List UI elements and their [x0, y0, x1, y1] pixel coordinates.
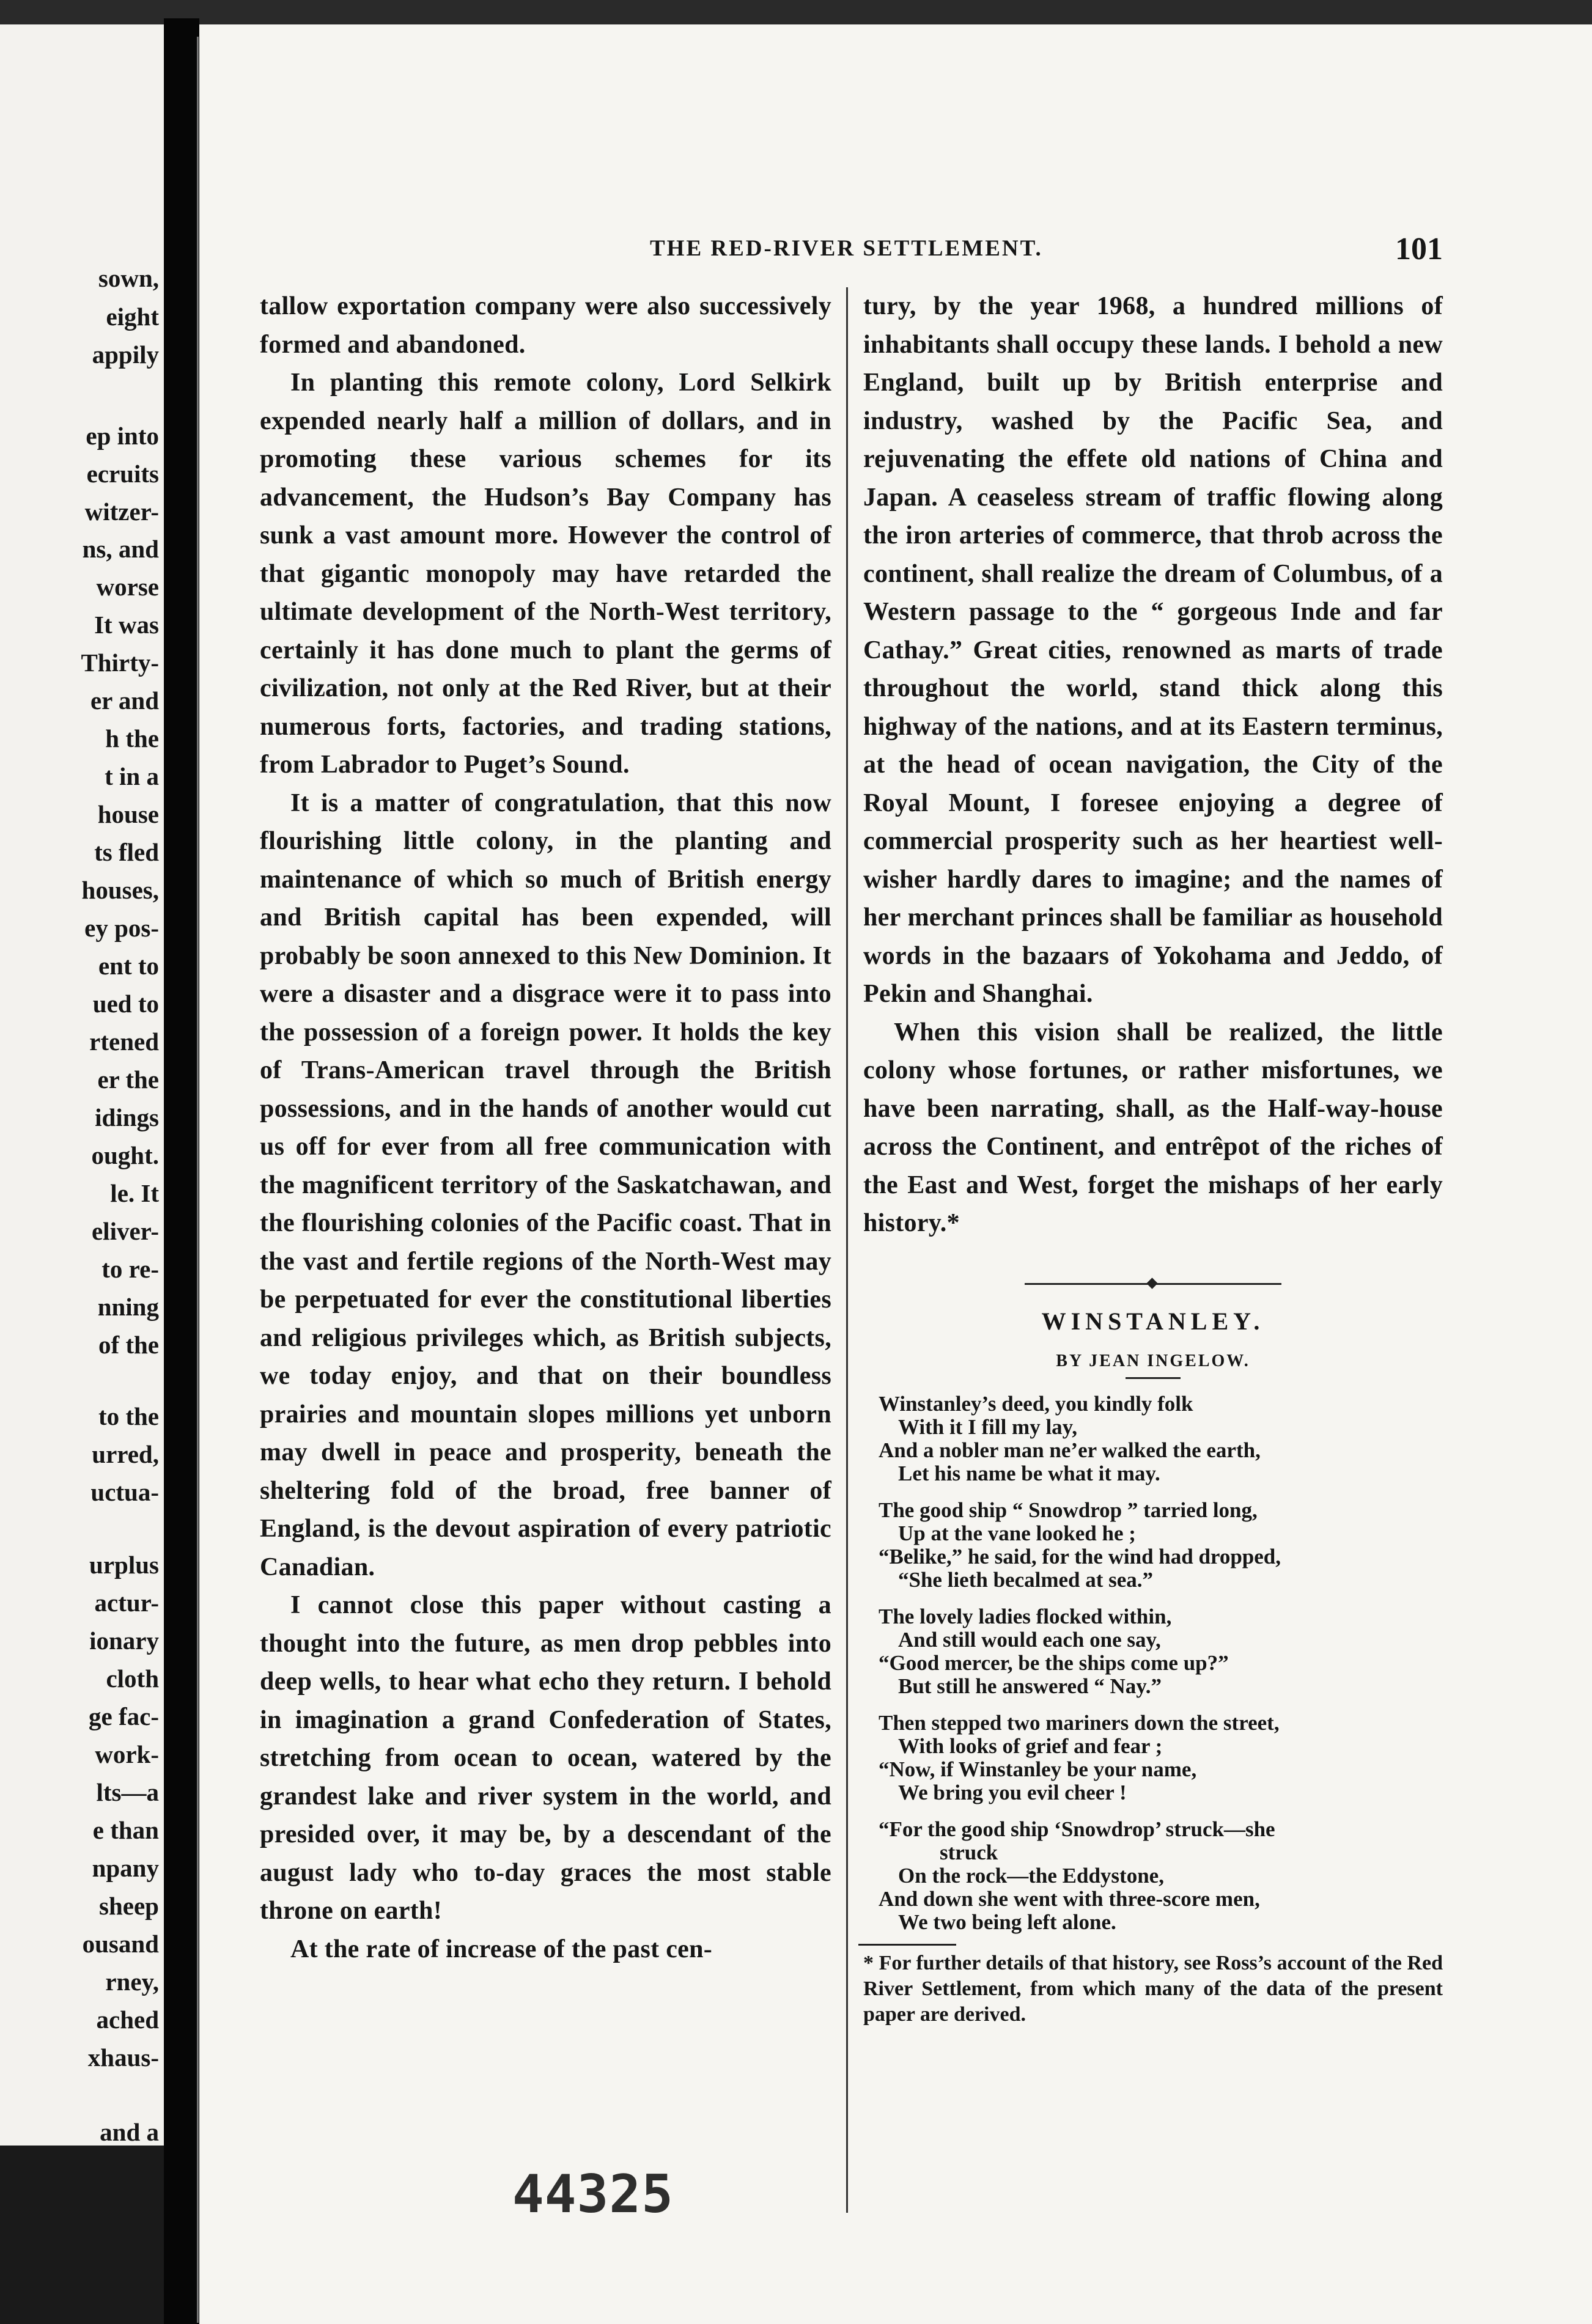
- poem-line: We bring you evil cheer !: [898, 1780, 1127, 1804]
- facing-page-line-fragment: It was: [94, 611, 159, 639]
- footnote-rule: [858, 1944, 956, 1946]
- poem-line: Winstanley’s deed, you kindly folk: [879, 1391, 1193, 1416]
- poem-line: And a nobler man ne’er walked the earth,: [879, 1438, 1261, 1462]
- poem-stanza: [879, 1605, 1443, 1698]
- facing-page-line-fragment: idings: [95, 1103, 159, 1131]
- facing-page-line-fragment: urplus: [89, 1551, 159, 1579]
- poem-line: The good ship “ Snowdrop ” tarried long,: [879, 1498, 1258, 1522]
- poem-line: And still would each one say,: [898, 1627, 1161, 1652]
- facing-page-line-fragment: cloth: [106, 1664, 159, 1693]
- facing-page-line-fragment: t in a: [105, 762, 159, 790]
- facing-page-line-fragment: to the: [98, 1402, 159, 1430]
- right-column-text: [863, 287, 1443, 1243]
- facing-page-line-fragment: ep into: [86, 422, 159, 450]
- poem-stanza: [879, 1712, 1443, 1804]
- paragraph: tallow exportation company were also successively formed and abandoned.: [260, 292, 831, 359]
- facing-page-line-fragment: e than: [92, 1816, 159, 1844]
- poem-line: “Good mercer, be the ships come up?”: [879, 1650, 1229, 1675]
- poem-line: “Belike,” he said, for the wind had dropped,: [879, 1544, 1281, 1568]
- facing-page-line-fragment: er the: [97, 1065, 159, 1094]
- byline-rule: [1126, 1377, 1181, 1379]
- paragraph: I cannot close this paper without casting a thought into the future, as men drop pebbles into deep wells, to hear what echo they return. I behold in imagination a grand Confederation of States, stretching from ocean to ocean, watered by the grandest lake and river system in the world, and presided over, it may be, by a descendant of the august lady who to-day graces the most stable throne on earth!: [260, 1591, 831, 1925]
- left-column: [260, 287, 831, 1968]
- facing-page-line-fragment: ionary: [89, 1627, 159, 1655]
- facing-page-line-fragment: ecruits: [86, 460, 159, 488]
- paragraph: In planting this remote colony, Lord Selkirk expended nearly half a million of dollars, and in promoting these various schemes for its advancement, the Hudson’s Bay Company has sunk a vast amount more. However the control of that gigantic monopoly may have retarded the ultimate development of the North-West territory, certainly it has done much to plant the germs of civilization, not only at the Red River, but at their numerous forts, factories, and trading stations, from Labrador to Puget’s Sound.: [260, 369, 831, 779]
- right-column: [863, 287, 1443, 2028]
- facing-page-line-fragment: sheep: [99, 1892, 159, 1920]
- facing-page-line-fragment: ent to: [98, 952, 159, 980]
- facing-page-line-fragment: ued to: [92, 990, 159, 1018]
- facing-page-line-fragment: ousand: [82, 1930, 159, 1958]
- section-ornament: [1025, 1281, 1281, 1287]
- facing-page-line-fragment: of the: [98, 1331, 159, 1359]
- poem-line: Let his name be what it may.: [898, 1461, 1160, 1485]
- facing-page-line-fragment: h the: [105, 724, 159, 752]
- facing-page-line-fragment: worse: [96, 573, 159, 601]
- poem-line: The lovely ladies flocked within,: [879, 1604, 1172, 1628]
- page-edge-line: [197, 37, 199, 2323]
- facing-page-line-fragment: ge fac-: [89, 1702, 159, 1730]
- facing-page-line-fragment: ought.: [91, 1141, 159, 1169]
- facing-page-line-fragment: and a: [100, 2118, 159, 2146]
- facing-page-line-fragment: ns, and: [82, 535, 159, 563]
- poem-line: “She lieth becalmed at sea.”: [898, 1567, 1154, 1592]
- paragraph: tury, by the year 1968, a hundred millions of inhabitants shall occupy these lands. I behold a new England, built up by British enterprise and industry, washed by the Pacific Sea, and rejuvenating the effete old nations of China and Japan. A ceaseless stream of traffic flowing along the iron arteries of commerce, that throb across the continent, shall realize the dream of Columbus, of a Western passage to the “ gorgeous Inde and far Cathay.” Great cities, renowned as marts of trade throughout the world, stand thick along this highway of the nations, and at its Eastern terminus, at the head of ocean navigation, the City of the Royal Mount, I foresee enjoying a degree of commercial prosperity such as her heartiest well-wisher hardly dares to imagine; and the names of her merchant princes shall be familiar as household words in the bazaars of Yokohama and Jeddo, of Pekin and Shanghai.: [863, 292, 1443, 1008]
- facing-page-line-fragment: eight: [106, 303, 159, 331]
- facing-page-line-fragment: rtened: [89, 1028, 159, 1056]
- running-head: THE RED-RIVER SETTLEMENT.: [650, 236, 1043, 261]
- poem-line: Then stepped two mariners down the street,: [879, 1710, 1280, 1735]
- paragraph: At the rate of increase of the past cen-: [290, 1935, 713, 1963]
- previous-page-fragment: [0, 24, 166, 2146]
- facing-page-line-fragment: sown,: [98, 264, 159, 292]
- facing-page-line-fragment: uctua-: [90, 1478, 159, 1506]
- column-rule: [846, 287, 848, 2213]
- facing-page-line-fragment: ey pos-: [84, 914, 159, 942]
- poem-line: “For the good ship ‘Snowdrop’ struck—she: [879, 1817, 1275, 1841]
- facing-page-line-fragment: houses,: [81, 876, 159, 904]
- facing-page-line-fragment: urred,: [92, 1440, 159, 1468]
- poem-line: “Now, if Winstanley be your name,: [879, 1757, 1197, 1781]
- poem-line: Up at the vane looked he ;: [898, 1521, 1136, 1545]
- facing-page-line-fragment: ached: [96, 2006, 159, 2034]
- poem-line: But still he answered “ Nay.”: [898, 1674, 1162, 1698]
- poem-stanza: [879, 1818, 1443, 1934]
- facing-page-line-fragment: nning: [97, 1293, 159, 1321]
- poem-line: With looks of grief and fear ;: [898, 1734, 1163, 1758]
- facing-page-line-fragment: appily: [92, 340, 159, 369]
- poem-body: [863, 1392, 1443, 1934]
- poem-line: With it I fill my lay,: [898, 1414, 1077, 1439]
- facing-page-line-fragment: lts—a: [96, 1778, 159, 1806]
- facing-page-line-fragment: eliver-: [91, 1217, 159, 1245]
- poem-line: On the rock—the Eddystone,: [898, 1863, 1164, 1888]
- facing-page-line-fragment: house: [97, 800, 159, 828]
- inventory-stamp: 44325: [512, 2164, 674, 2225]
- poem-stanza: [879, 1392, 1443, 1485]
- paragraph: When this vision shall be realized, the little colony whose fortunes, or rather misfortunes, we have been narrating, shall, as the Half-way-house across the Continent, and entrêpot of the riches of the East and West, forget the mishaps of her early history.*: [863, 1018, 1443, 1237]
- poem-title: WINSTANLEY.: [1041, 1307, 1265, 1335]
- facing-page-line-fragment: work-: [95, 1740, 159, 1768]
- facing-page-line-fragment: rney,: [105, 1968, 159, 1996]
- facing-page-line-fragment: to re-: [101, 1255, 159, 1283]
- facing-page-line-fragment: witzer-: [84, 498, 159, 526]
- poem-byline: BY JEAN INGELOW.: [1056, 1351, 1250, 1370]
- facing-page-line-fragment: Thirty-: [81, 649, 159, 677]
- facing-page-line-fragment: actur-: [94, 1589, 159, 1617]
- poem-line: And down she went with three-score men,: [879, 1886, 1260, 1911]
- footnote: * For further details of that history, see Ross’s account of the Red River Settlement, from which many of the data of the present paper are derived.: [863, 1951, 1443, 2026]
- poem-stanza: [879, 1499, 1443, 1592]
- poem-line: struck: [940, 1840, 998, 1864]
- facing-page-line-fragment: xhaus-: [87, 2043, 159, 2072]
- facing-page-line-fragment: er and: [90, 686, 159, 715]
- poem-line: We two being left alone.: [898, 1910, 1116, 1934]
- facing-page-line-fragment: npany: [92, 1854, 159, 1882]
- binding-gutter: [164, 18, 199, 2324]
- paragraph: It is a matter of congratulation, that this now flourishing little colony, in the planting and maintenance of which so much of British energy and British capital has been expended, will probably be soon annexed to this New Dominion. It were a disaster and a disgrace were it to pass into the possession of a foreign power. It holds the key of Trans-American travel through the British possessions, and in the hands of another would cut us off for ever from all free communication with the magnificent territory of the Saskatchawan, and the flourishing colonies of the Pacific coast. That in the vast and fertile regions of the North-West may be perpetuated for ever the constitutional liberties and religious privileges which, as British subjects, we today enjoy, and that on their boundless prairies and mountain slopes millions yet unborn may dwell in peace and prosperity, beneath the sheltering fold of the broad, free banner of England, is the devout aspiration of every patriotic Canadian.: [260, 789, 831, 1581]
- facing-page-line-fragment: le. It: [110, 1179, 159, 1207]
- page-number: 101: [1395, 232, 1443, 267]
- facing-page-line-fragment: ts fled: [94, 838, 159, 866]
